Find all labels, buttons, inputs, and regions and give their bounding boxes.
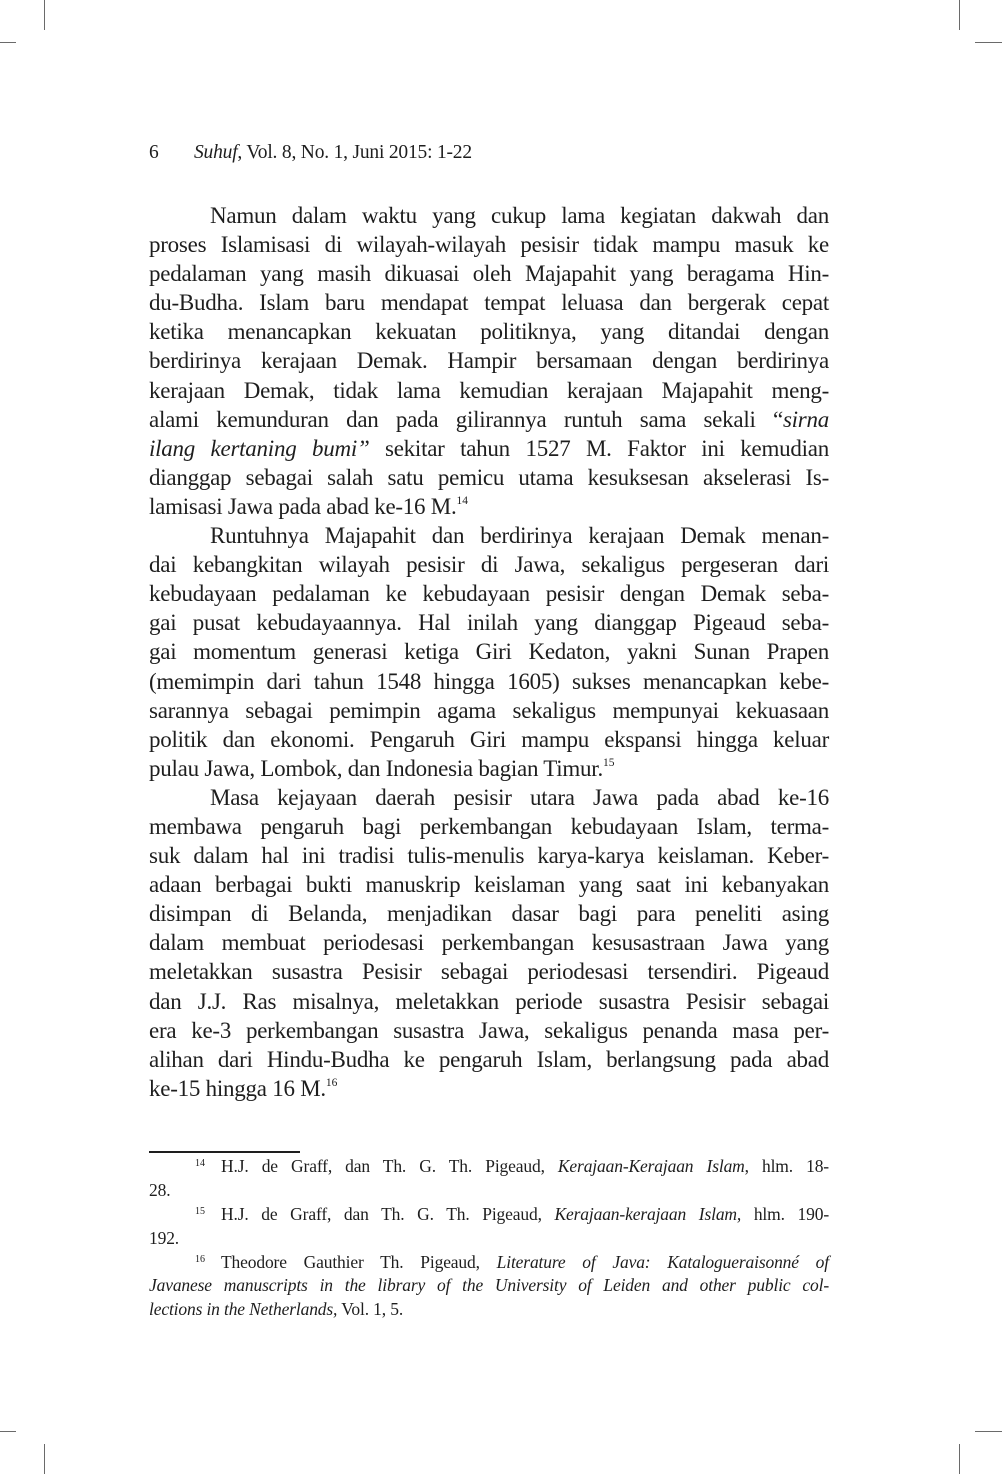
footnote-14: $^{14}$ H.J. de Graff, dan Th. G. Th. Pigeaud, Kerajaan-Kerajaan Islam, hlm. 18- 28.: [149, 1156, 829, 1200]
journal-citation: , Vol. 8, No. 1, Juni 2015: 1-22: [237, 142, 472, 163]
text-line: membawa pengaruh bagi perkembangan kebudayaan Islam, terma-: [149, 813, 829, 839]
text-line: ke-15 hingga 16 M.$^{16}$: [149, 1075, 338, 1101]
text-line: suk dalam hal ini tradisi tulis-menulis karya-karya keislaman. Keber-: [149, 843, 829, 869]
text-line: (memimpin dari tahun 1548 hingga 1605) sukses menancapkan kebe-: [149, 668, 829, 694]
crop-mark-top-right-vertical: [959, 0, 960, 30]
footnote-reference[interactable]: 16: [325, 1076, 338, 1089]
paragraph: [149, 521, 829, 783]
text-line: Namun dalam waktu yang cukup lama kegiatan dakwah dan: [210, 203, 829, 228]
body-text: [149, 201, 829, 1103]
crop-mark-bottom-right-vertical: [959, 1444, 960, 1474]
footnote-separator: [149, 1151, 300, 1153]
footnote-reference[interactable]: 15: [602, 756, 615, 769]
footnote-16: $^{16}$ Theodore Gauthier Th. Pigeaud, Literature of Java: Katalogueraisonné of Javanese manuscripts in the library of the University of Leiden and other public col- lections in the Netherlands, Vol. 1, 5.: [149, 1251, 829, 1320]
journal-title: Suhuf: [194, 142, 238, 163]
footnote-number: 14: [195, 1158, 205, 1169]
text-line: du-Budha. Islam baru mendapat tempat leluasa dan bergerak cepat: [149, 290, 829, 316]
text-line: lamisasi Jawa pada abad ke-16 M.$^{14}$: [149, 493, 469, 519]
text-line: Masa kejayaan daerah pesisir utara Jawa pada abad ke-16: [210, 784, 829, 810]
text-line: berdirinya kerajaan Demak. Hampir bersamaan dengan berdirinya: [149, 348, 829, 374]
text-line: proses Islamisasi di wilayah-wilayah pesisir tidak mampu masuk ke: [149, 232, 829, 258]
text-line: meletakkan susastra Pesisir sebagai periodesasi tersendiri. Pigeaud: [149, 959, 829, 985]
text-line: politik dan ekonomi. Pengaruh Giri mampu ekspansi hingga keluar: [149, 726, 829, 752]
text-line: gai pusat kebudayaannya. Hal inilah yang dianggap Pigeaud seba-: [149, 610, 829, 636]
text-line: gai momentum generasi ketiga Giri Kedaton, yakni Sunan Prapen: [149, 639, 829, 665]
text-line: dan J.J. Ras misalnya, meletakkan periode susastra Pesisir sebagai: [149, 988, 829, 1014]
text-line: ketika menancapkan kekuatan politiknya, yang ditandai dengan: [149, 319, 829, 345]
crop-mark-bottom-left-vertical: [44, 1444, 45, 1474]
text-line: adaan berbagai bukti manuskrip keislaman yang saat ini kebanyakan: [149, 872, 829, 898]
footnote-number: 15: [195, 1205, 205, 1217]
crop-mark-top-right-horizontal: [975, 42, 1002, 43]
text-line: disimpan di Belanda, menjadikan dasar bagi para peneliti asing: [149, 901, 829, 927]
running-header: [149, 142, 472, 164]
text-line: pulau Jawa, Lombok, dan Indonesia bagian Timur.$^{15}$: [149, 755, 615, 781]
page-number: 6: [149, 142, 159, 163]
crop-mark-top-left-vertical: [44, 0, 45, 30]
text-line: dianggap sebagai salah satu pemicu utama kesuksesan akselerasi Is-: [149, 464, 829, 490]
text-line: pedalaman yang masih dikuasai oleh Majapahit yang beragama Hin-: [149, 261, 829, 287]
text-line: era ke-3 perkembangan susastra Jawa, sekaligus penanda masa per-: [149, 1017, 829, 1043]
crop-mark-top-left-horizontal: [0, 42, 16, 43]
text-line: alami kemunduran dan pada gilirannya runtuh sama sekali “sirna: [149, 406, 829, 432]
text-line: kerajaan Demak, tidak lama kemudian kerajaan Majapahit meng-: [149, 377, 829, 403]
text-line: dai kebangkitan wilayah pesisir di Jawa, sekaligus pergeseran dari: [149, 552, 829, 578]
crop-mark-bottom-right-horizontal: [975, 1431, 1002, 1432]
footnotes: [149, 1155, 829, 1322]
text-line: alihan dari Hindu-Budha ke pengaruh Islam, berlangsung pada abad: [149, 1046, 829, 1072]
text-line: sarannya sebagai pemimpin agama sekaligus mempunyai kekuasaan: [149, 697, 829, 723]
text-line: ilang kertaning bumi” sekitar tahun 1527 M. Faktor ini kemudian: [149, 435, 829, 461]
footnote-15: $^{15}$ H.J. de Graff, dan Th. G. Th. Pigeaud, Kerajaan-kerajaan Islam, hlm. 190- 192.: [149, 1203, 829, 1248]
text-line: kebudayaan pedalaman ke kebudayaan pesisir dengan Demak seba-: [149, 581, 829, 607]
paragraph: [149, 201, 829, 521]
crop-mark-bottom-left-horizontal: [0, 1431, 16, 1432]
footnote-number: 16: [195, 1253, 205, 1265]
paragraph: [149, 783, 829, 1103]
text-line: dalam membuat periodesasi perkembangan kesusastraan Jawa yang: [149, 930, 829, 956]
footnote-reference[interactable]: 14: [456, 494, 469, 507]
text-line: Runtuhnya Majapahit dan berdirinya kerajaan Demak menan-: [210, 523, 829, 549]
